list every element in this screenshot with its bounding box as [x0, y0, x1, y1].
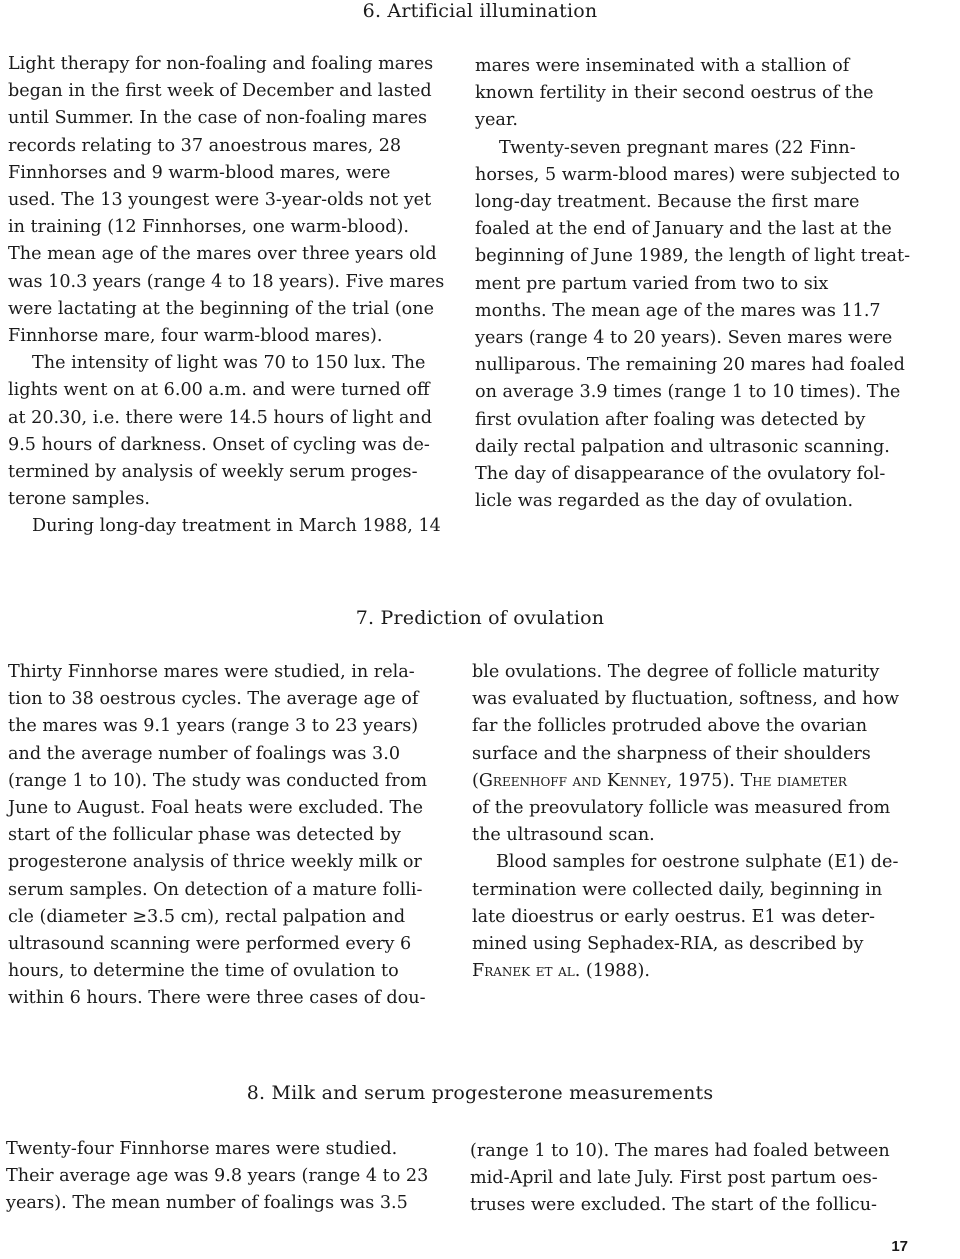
citation-line: (Greenhoff and Kenney, 1975). The diameter: [472, 770, 847, 791]
text-line: cle (diameter ≥3.5 cm), rectal palpation and: [8, 906, 406, 927]
text-line: nulliparous. The remaining 20 mares had foaled: [475, 355, 905, 376]
page-number: 17: [891, 1238, 908, 1255]
text-line: was evaluated by fluctuation, softness, and how: [472, 689, 900, 710]
citation-line: Franek et al. (1988).: [472, 961, 650, 982]
text-line: mares were inseminated with a stallion of: [475, 56, 850, 76]
section-7-left-column: [8, 659, 448, 1013]
text-line: used. The 13 youngest were 3-year-olds not yet: [8, 190, 432, 211]
text-line: in training (12 Finnhorses, one warm-blood).: [8, 217, 409, 238]
text-line: termination were collected daily, beginning in: [472, 879, 883, 900]
text-line: the mares was 9.1 years (range 3 to 23 years): [8, 716, 419, 737]
text-line: terone samples.: [8, 489, 150, 510]
text-line: ultrasound scanning were performed every 6: [8, 934, 412, 955]
text-line: was 10.3 years (range 4 to 18 years). Five mares: [8, 271, 445, 292]
text-line: 9.5 hours of darkness. Onset of cycling was de-: [8, 434, 430, 455]
text-line: licle was regarded as the day of ovulation.: [475, 491, 854, 512]
text-line: began in the first week of December and lasted: [8, 81, 432, 102]
section-6-right-column: [475, 53, 920, 515]
text-line: serum samples. On detection of a mature folli-: [8, 879, 423, 900]
text-line: During long-day treatment in March 1988, 14: [32, 516, 441, 537]
section-8-heading: 8. Milk and serum progesterone measurements: [246, 1082, 714, 1104]
text-line: far the follicles protruded above the ovarian: [472, 716, 868, 737]
section-8-right-column: [470, 1138, 918, 1220]
text-line: beginning of June 1989, the length of light treat-: [475, 246, 911, 267]
text-line: Their average age was 9.8 years (range 4 to 23: [6, 1166, 429, 1187]
text-line: tion to 38 oestrous cycles. The average age of: [8, 689, 419, 710]
text-line: at 20.30, i.e. there were 14.5 hours of light and: [8, 407, 432, 428]
text-line: hours, to determine the time of ovulation to: [8, 961, 399, 982]
text-line: Thirty Finnhorse mares were studied, in rela-: [8, 662, 415, 682]
text-line: progesterone analysis of thrice weekly milk or: [8, 852, 422, 873]
text-line: within 6 hours. There were three cases of dou-: [8, 988, 426, 1009]
text-line: years). The mean number of foalings was 3.5: [6, 1193, 408, 1214]
text-line: year.: [475, 110, 518, 131]
text-line: the ultrasound scan.: [472, 825, 655, 846]
text-line: were lactating at the beginning of the trial (one: [8, 298, 435, 319]
section-6-left-column: [8, 51, 448, 541]
text-line: Twenty-seven pregnant mares (22 Finn-: [499, 137, 856, 158]
text-line: ment pre partum varied from two to six: [475, 273, 829, 294]
text-line: The intensity of light was 70 to 150 lux. The: [32, 353, 426, 374]
text-line: first ovulation after foaling was detected by: [475, 409, 866, 430]
text-line: of the preovulatory follicle was measured from: [472, 798, 891, 819]
text-line: June to August. Foal heats were excluded. The: [8, 798, 423, 819]
text-line: on average 3.9 times (range 1 to 10 times). The: [475, 382, 901, 403]
text-line: Light therapy for non-foaling and foaling mares: [8, 54, 434, 74]
text-line: The day of disappearance of the ovulatory fol-: [475, 464, 886, 485]
text-line: The mean age of the mares over three years old: [8, 244, 437, 265]
text-line: lights went on at 6.00 a.m. and were turned off: [8, 380, 430, 401]
text-line: foaled at the end of January and the last at the: [475, 219, 892, 240]
text-line: Twenty-four Finnhorse mares were studied.: [6, 1139, 398, 1159]
text-line: (range 1 to 10). The study was conducted from: [8, 770, 428, 791]
text-line: until Summer. In the case of non-foaling mares: [8, 108, 428, 129]
text-line: surface and the sharpness of their shoulders: [472, 743, 871, 764]
text-line: and the average number of foalings was 3.0: [8, 743, 401, 764]
text-line: mid-April and late July. First post partum oes-: [470, 1168, 878, 1189]
text-line: long-day treatment. Because the first mare: [475, 192, 860, 213]
section-7-right-column: [472, 659, 920, 985]
text-line: known fertility in their second oestrus of the: [475, 83, 874, 104]
text-line: horses, 5 warm-blood mares) were subjected to: [475, 164, 900, 185]
text-line: records relating to 37 anoestrous mares, 28: [8, 135, 402, 156]
text-line: truses were excluded. The start of the follicu-: [470, 1195, 877, 1216]
text-line: mined using Sephadex-RIA, as described by: [472, 934, 864, 955]
section-7-heading: 7. Prediction of ovulation: [355, 607, 605, 629]
section-8-left-column: [6, 1136, 446, 1218]
text-line: Blood samples for oestrone sulphate (E1) de-: [496, 852, 899, 873]
text-line: Finnhorses and 9 warm-blood mares, were: [8, 162, 391, 183]
text-line: ble ovulations. The degree of follicle maturity: [472, 662, 880, 682]
text-line: years (range 4 to 20 years). Seven mares were: [475, 328, 893, 349]
section-6-heading: 6. Artificial illumination: [362, 0, 598, 22]
text-line: months. The mean age of the mares was 11.7: [475, 300, 881, 321]
text-line: (range 1 to 10). The mares had foaled between: [470, 1141, 890, 1161]
text-line: start of the follicular phase was detected by: [8, 825, 401, 846]
text-line: late dioestrus or early oestrus. E1 was deter-: [472, 906, 875, 927]
text-line: termined by analysis of weekly serum proges-: [8, 462, 418, 483]
text-line: Finnhorse mare, four warm-blood mares).: [8, 326, 383, 347]
text-line: daily rectal palpation and ultrasonic scanning.: [475, 436, 890, 457]
